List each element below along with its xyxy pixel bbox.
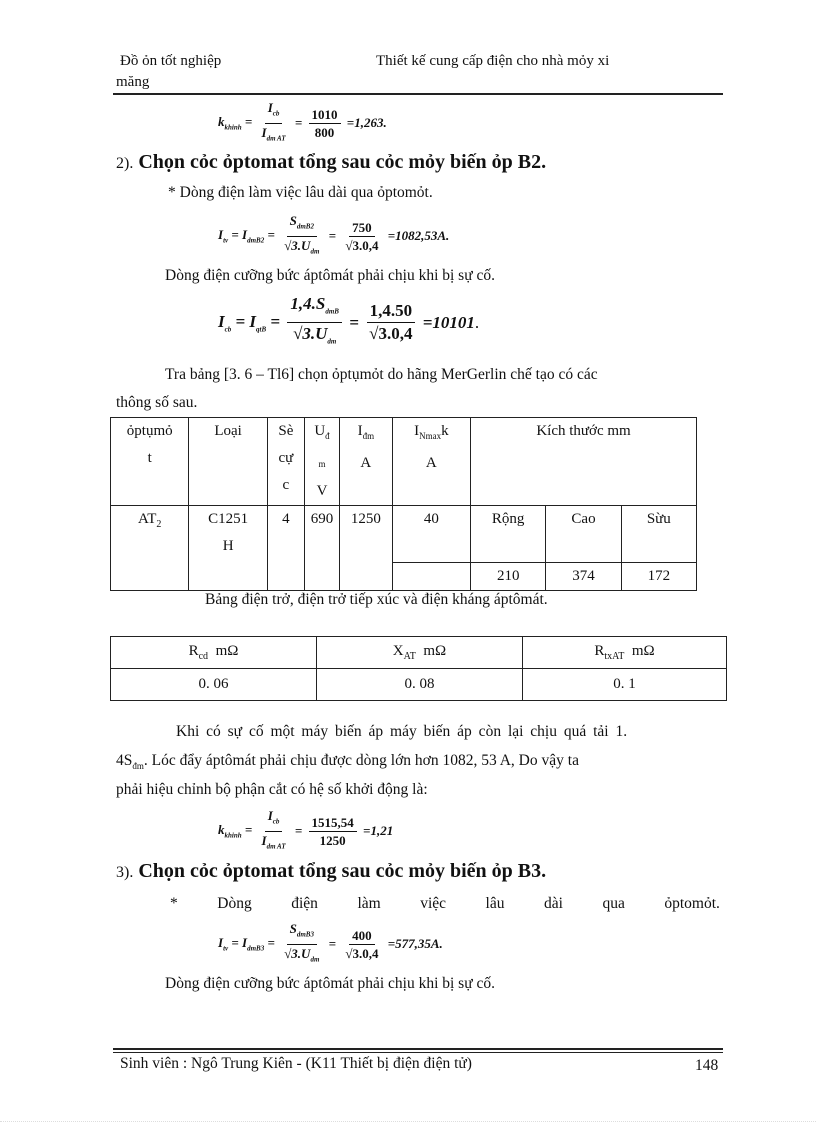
page-number: 148	[695, 1057, 719, 1074]
cell-current: 1250	[340, 506, 393, 591]
dim-header-depth: Sừu	[621, 506, 696, 563]
col-header-aptomat: ỏptụmỏ t	[111, 418, 189, 506]
dim-value-depth: 172	[621, 562, 696, 590]
header-rtxat: $R_{txAT}$ mΩ	[523, 637, 727, 669]
para-2-line-3: phải hiệu chỉnh bộ phận cắt có hệ số khởi động là:	[116, 781, 428, 798]
dim-header-width: Rộng	[471, 506, 546, 563]
col-header-dimensions: Kích thước mm	[471, 418, 697, 506]
header-right: Thiết kế cung cấp điện cho nhà mỏy xi	[376, 53, 610, 69]
header-left: Đồ ỏn tốt nghiệp	[120, 53, 222, 69]
dim-header-height: Cao	[546, 506, 621, 563]
value-xat: 0. 08	[317, 669, 523, 701]
header-continuation: măng	[116, 74, 150, 90]
table-2-caption: Bảng điện trở, điện trở tiếp xúc và điện kháng áptômát.	[205, 591, 548, 608]
section-3-heading: 3). Chọn cỏc ỏptomat tổng sau cỏc mỏy biến ỏp B3.	[116, 860, 547, 882]
cell-poles: 4	[267, 506, 304, 591]
formula-itt-b2: $I_{tv} = I_{dmB2}$ = $\frac{S_{dmB2}}{√3.U_{dm}}$ = $\frac{750}{√3.0,4}$ =1082,53A.	[218, 213, 450, 256]
header-rcd: $R_{cd}$ mΩ	[111, 637, 317, 669]
col-header-inmax: $I_{Nmax}k$ A	[392, 418, 470, 506]
section-3-line-1: * Dòng điện làm việc lâu dài qua ỏptomỏt.	[170, 895, 720, 912]
section-3-line-2: Dòng điện cưỡng bức áptômát phải chịu khi bị sự cố.	[165, 975, 495, 992]
section-2-para-1: Tra bảng [3. 6 – Tl6] chọn ỏptụmỏt do hãng MerGerlin chế tạo có các	[165, 366, 598, 383]
value-rtxat: 0. 1	[523, 669, 727, 701]
formula-k-hieu-chinh-1: $k_{khinh}$ = $\frac{I_{cb}}{I_{dm AT}}$ = $\frac{1010}{800}$ =1,263.	[218, 100, 387, 143]
cell-type: C1251 H	[189, 506, 267, 591]
col-header-poles: Sè cự c	[267, 418, 304, 506]
formula-icb-b2: $I_{cb} = I_{qtB}$ = $\frac{1,4.S_{dmB}}{√3.U_{dm}}$ = $\frac{1,4.50}{√3.0,4}$ =10101.	[218, 294, 480, 346]
header-rule	[113, 93, 723, 95]
para-2-line-1: Khi có sự cố một máy biến áp máy biến áp còn lại chịu quá tải 1.	[176, 723, 628, 740]
para-2-line-2: $4S_{đm}$. Lóc đẩy áptômát phải chịu được dòng lớn hơn 1082, 53 A, Do vậy ta	[116, 752, 579, 772]
formula-itt-b3: $I_{tv} = I_{dmB3}$ = $\frac{S_{dmB3}}{√3.U_{dm}}$ = $\frac{400}{√3.0,4}$ =577,35A.	[218, 921, 443, 964]
footer-rule-bottom	[113, 1052, 723, 1053]
col-header-current: $I_{đm}$ A	[340, 418, 393, 506]
dim-value-width: 210	[471, 562, 546, 590]
page-edge	[0, 1121, 816, 1122]
resistance-table	[110, 636, 727, 701]
col-header-type: Loại	[189, 418, 267, 506]
section-2-para-1b: thông số sau.	[116, 394, 198, 411]
dim-value-height: 374	[546, 562, 621, 590]
section-2-line-2: Dòng điện cưỡng bức áptômát phải chịu khi bị sự cố.	[165, 267, 495, 284]
cell-inmax: 40	[392, 506, 470, 563]
section-2-heading: 2). Chọn cỏc ỏptomat tổng sau cỏc mỏy biến ỏp B2.	[116, 151, 547, 173]
section-2-line-1: * Dòng điện làm việc lâu dài qua ỏptomỏt.	[168, 184, 433, 201]
col-header-voltage: $U_đ$ m V	[304, 418, 339, 506]
footer-rule-top	[113, 1048, 723, 1050]
formula-k-hieu-chinh-2: $k_{khinh}$ = $\frac{I_{cb}}{I_{dm AT}}$ = $\frac{1515,54}{1250}$ =1,21	[218, 808, 394, 851]
aptomat-spec-table	[110, 417, 697, 591]
cell-aptomat-name: $AT_2$	[111, 506, 189, 591]
footer-author: Sinh viên : Ngô Trung Kiên - (K11 Thiết bị điện điện tử)	[120, 1055, 472, 1072]
cell-voltage: 690	[304, 506, 339, 591]
value-rcd: 0. 06	[111, 669, 317, 701]
header-xat: $X_{AT}$ mΩ	[317, 637, 523, 669]
